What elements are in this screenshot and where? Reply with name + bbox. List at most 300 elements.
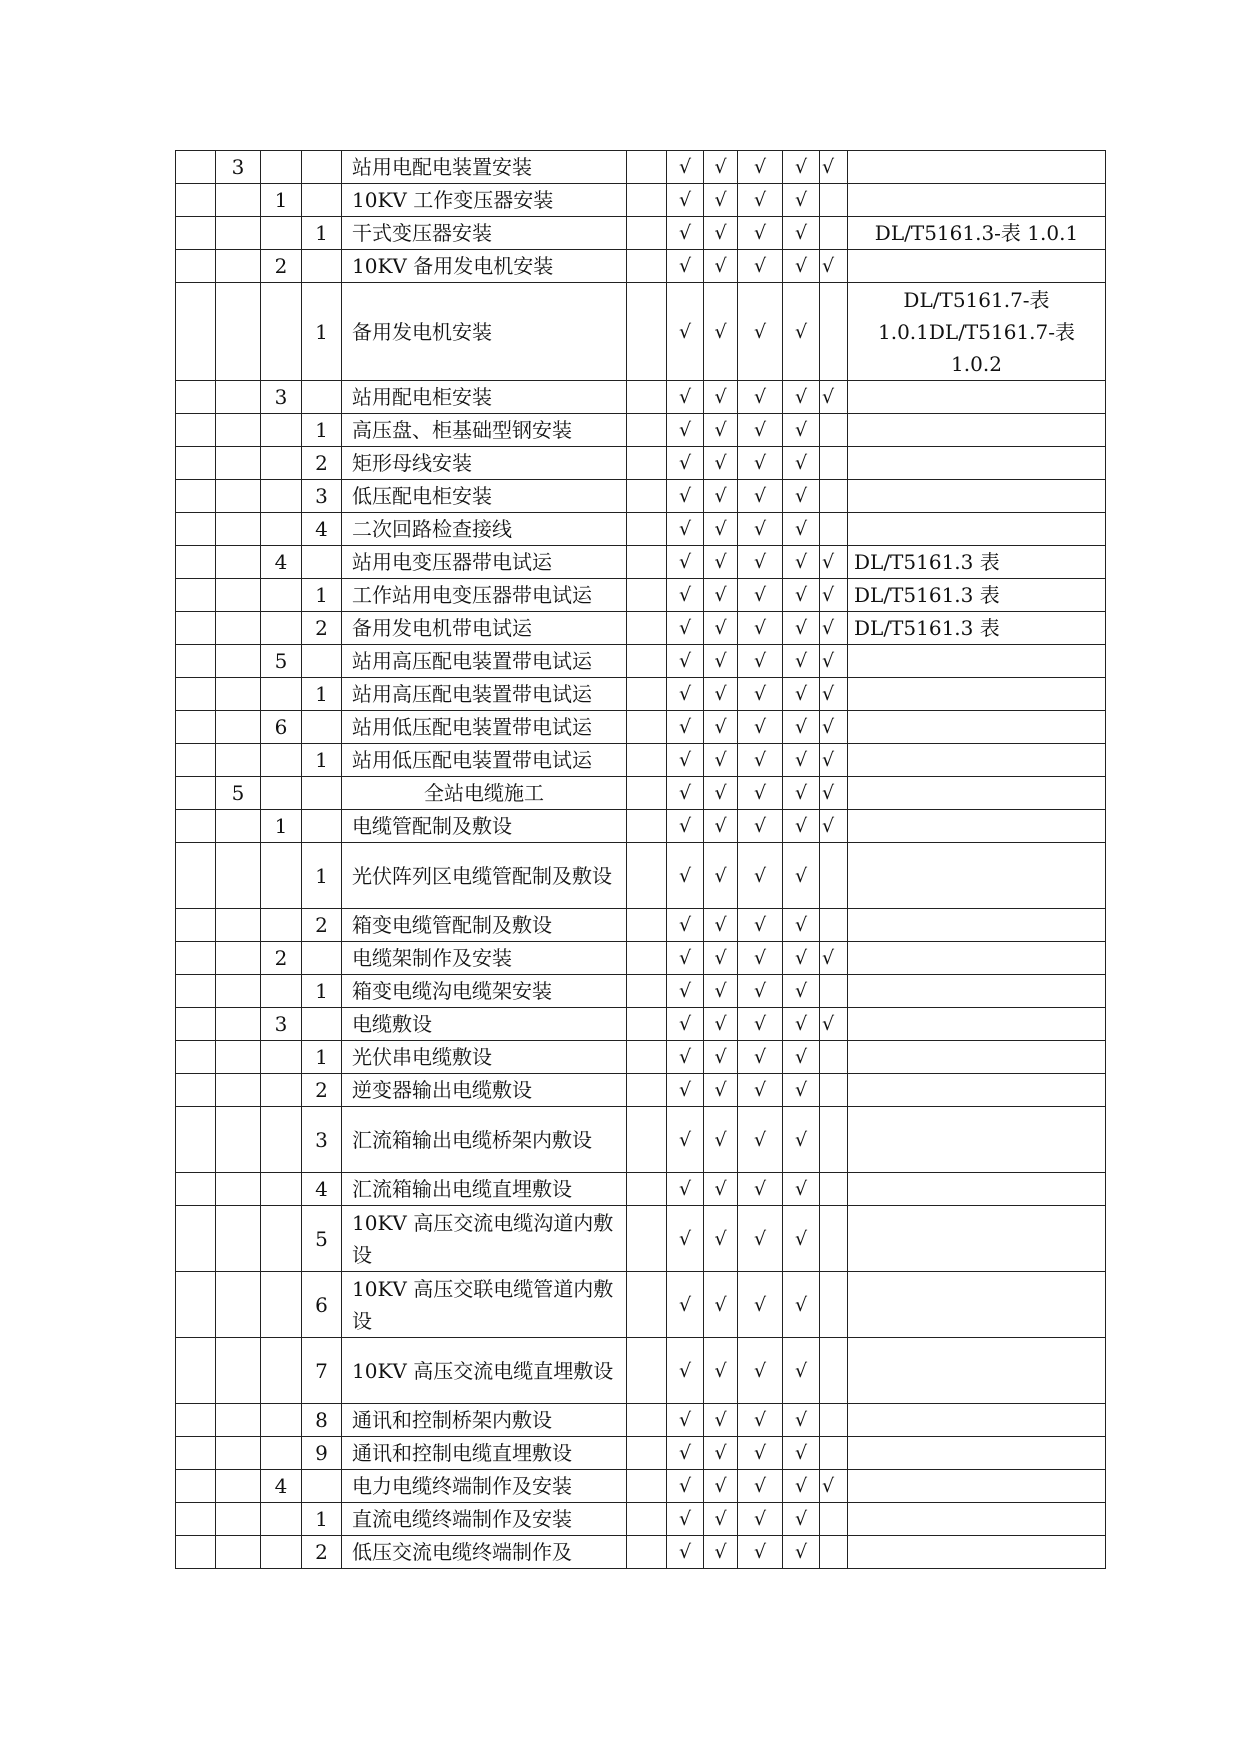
blank-cell [176, 1074, 216, 1107]
check-mark: √ [667, 1437, 704, 1470]
item-name: 10KV 高压交流电缆沟道内敷设 [342, 1206, 627, 1272]
level3-number [302, 1008, 342, 1041]
check-mark: √ [738, 1470, 783, 1503]
check-mark: √ [667, 942, 704, 975]
check-mark: √ [738, 217, 783, 250]
level2-number: 4 [261, 1470, 302, 1503]
level1-number [216, 1008, 261, 1041]
level2-number [261, 283, 302, 381]
item-name: 电缆架制作及安装 [342, 942, 627, 975]
level2-number: 4 [261, 546, 302, 579]
blank-cell [176, 250, 216, 283]
blank-cell [176, 1107, 216, 1173]
table-row [176, 579, 1106, 612]
check-mark: √ [667, 909, 704, 942]
level2-number [261, 975, 302, 1008]
check-mark: √ [738, 1503, 783, 1536]
item-name: 通讯和控制桥架内敷设 [342, 1404, 627, 1437]
check-mark: √ [738, 942, 783, 975]
check-mark: √ [667, 1404, 704, 1437]
level2-number: 6 [261, 711, 302, 744]
blank-cell [627, 1470, 667, 1503]
check-mark: √ [783, 678, 820, 711]
blank-cell [176, 645, 216, 678]
check-mark: √ [704, 1272, 738, 1338]
level1-number [216, 1437, 261, 1470]
check-mark: √ [667, 711, 704, 744]
check-mark [820, 480, 848, 513]
check-mark: √ [667, 447, 704, 480]
check-mark: √ [738, 711, 783, 744]
check-mark: √ [783, 151, 820, 184]
check-mark [820, 1173, 848, 1206]
level1-number [216, 711, 261, 744]
level2-number: 5 [261, 645, 302, 678]
level1-number [216, 283, 261, 381]
check-mark: √ [783, 612, 820, 645]
blank-cell [176, 1272, 216, 1338]
blank-cell [627, 1107, 667, 1173]
blank-cell [627, 184, 667, 217]
check-mark: √ [667, 184, 704, 217]
level1-number [216, 381, 261, 414]
level2-number [261, 1206, 302, 1272]
check-mark: √ [738, 909, 783, 942]
level1-number [216, 1338, 261, 1404]
check-mark: √ [667, 546, 704, 579]
table-row [176, 678, 1106, 711]
item-name: 10KV 高压交流电缆直埋敷设 [342, 1338, 627, 1404]
item-name: 通讯和控制电缆直埋敷设 [342, 1437, 627, 1470]
item-name: 站用电配电装置安装 [342, 151, 627, 184]
blank-cell [176, 678, 216, 711]
level3-number: 1 [302, 975, 342, 1008]
level2-number [261, 1272, 302, 1338]
level1-number [216, 1404, 261, 1437]
level1-number [216, 1470, 261, 1503]
check-mark [820, 1074, 848, 1107]
check-mark: √ [738, 151, 783, 184]
check-mark: √ [667, 777, 704, 810]
blank-cell [627, 810, 667, 843]
check-mark: √ [738, 1008, 783, 1041]
reference-standard [848, 184, 1106, 217]
item-name: 电缆管配制及敷设 [342, 810, 627, 843]
check-mark: √ [704, 250, 738, 283]
check-mark [820, 1272, 848, 1338]
level3-number: 9 [302, 1437, 342, 1470]
reference-standard [848, 678, 1106, 711]
level1-number [216, 942, 261, 975]
check-mark: √ [667, 414, 704, 447]
check-mark: √ [738, 414, 783, 447]
item-name: 二次回路检查接线 [342, 513, 627, 546]
level1-number [216, 645, 261, 678]
check-mark: √ [738, 1041, 783, 1074]
check-mark: √ [704, 513, 738, 546]
check-mark: √ [704, 1437, 738, 1470]
blank-cell [627, 414, 667, 447]
check-mark [820, 1404, 848, 1437]
check-mark: √ [667, 283, 704, 381]
level2-number: 3 [261, 1008, 302, 1041]
check-mark [820, 975, 848, 1008]
blank-cell [176, 1404, 216, 1437]
level2-number: 2 [261, 942, 302, 975]
check-mark: √ [704, 546, 738, 579]
level2-number [261, 678, 302, 711]
level2-number [261, 1107, 302, 1173]
blank-cell [176, 447, 216, 480]
level1-number [216, 1041, 261, 1074]
blank-cell [176, 546, 216, 579]
check-mark: √ [783, 1041, 820, 1074]
check-mark: √ [783, 546, 820, 579]
level3-number: 4 [302, 1173, 342, 1206]
blank-cell [627, 283, 667, 381]
check-mark: √ [704, 1404, 738, 1437]
blank-cell [627, 447, 667, 480]
item-name: 电缆敷设 [342, 1008, 627, 1041]
reference-standard [848, 744, 1106, 777]
reference-standard [848, 381, 1106, 414]
table-row [176, 810, 1106, 843]
blank-cell [176, 217, 216, 250]
check-mark: √ [783, 942, 820, 975]
check-mark: √ [738, 1173, 783, 1206]
level3-number: 2 [302, 909, 342, 942]
level1-number [216, 909, 261, 942]
level1-number [216, 513, 261, 546]
item-name: 站用低压配电装置带电试运 [342, 711, 627, 744]
check-mark: √ [783, 975, 820, 1008]
reference-standard [848, 1008, 1106, 1041]
reference-standard [848, 1272, 1106, 1338]
table-row [176, 1173, 1106, 1206]
blank-cell [627, 1437, 667, 1470]
reference-standard [848, 1206, 1106, 1272]
level3-number [302, 645, 342, 678]
level2-number [261, 414, 302, 447]
reference-standard [848, 1437, 1106, 1470]
blank-cell [627, 546, 667, 579]
level1-number [216, 1173, 261, 1206]
level3-number: 7 [302, 1338, 342, 1404]
reference-standard [848, 1536, 1106, 1569]
check-mark: √ [667, 678, 704, 711]
check-mark: √ [783, 1437, 820, 1470]
check-mark: √ [820, 579, 848, 612]
check-mark: √ [783, 711, 820, 744]
reference-standard: DL/T5161.7-表 1.0.1DL/T5161.7-表 1.0.2 [848, 283, 1106, 381]
check-mark: √ [738, 513, 783, 546]
check-mark: √ [820, 810, 848, 843]
reference-standard [848, 909, 1106, 942]
reference-standard [848, 942, 1106, 975]
blank-cell [627, 1536, 667, 1569]
table-row [176, 1470, 1106, 1503]
blank-cell [176, 1008, 216, 1041]
check-mark [820, 843, 848, 909]
check-mark: √ [704, 810, 738, 843]
check-mark: √ [738, 480, 783, 513]
level3-number: 2 [302, 1074, 342, 1107]
reference-standard [848, 1503, 1106, 1536]
level3-number: 5 [302, 1206, 342, 1272]
check-mark [820, 1206, 848, 1272]
item-name: 汇流箱输出电缆直埋敷设 [342, 1173, 627, 1206]
level1-number [216, 447, 261, 480]
table-row [176, 283, 1106, 381]
check-mark: √ [667, 1536, 704, 1569]
check-mark: √ [783, 777, 820, 810]
item-name: 光伏阵列区电缆管配制及敷设 [342, 843, 627, 909]
level2-number [261, 612, 302, 645]
item-name: 高压盘、柜基础型钢安装 [342, 414, 627, 447]
table-row [176, 250, 1106, 283]
blank-cell [176, 184, 216, 217]
check-mark: √ [738, 1206, 783, 1272]
check-mark: √ [704, 711, 738, 744]
level2-number: 1 [261, 810, 302, 843]
reference-standard [848, 414, 1106, 447]
check-mark: √ [704, 184, 738, 217]
check-mark: √ [667, 975, 704, 1008]
blank-cell [627, 1206, 667, 1272]
check-mark: √ [783, 283, 820, 381]
level2-number [261, 777, 302, 810]
check-mark: √ [667, 1041, 704, 1074]
level1-number [216, 1503, 261, 1536]
check-mark: √ [783, 414, 820, 447]
item-name: 站用电变压器带电试运 [342, 546, 627, 579]
level2-number [261, 579, 302, 612]
check-mark: √ [738, 843, 783, 909]
blank-cell [627, 975, 667, 1008]
table-row [176, 1272, 1106, 1338]
blank-cell [627, 1074, 667, 1107]
table-row [176, 381, 1106, 414]
check-mark [820, 909, 848, 942]
check-mark: √ [820, 151, 848, 184]
check-mark: √ [704, 447, 738, 480]
item-name: 备用发电机带电试运 [342, 612, 627, 645]
level3-number [302, 250, 342, 283]
blank-cell [627, 678, 667, 711]
blank-cell [176, 1503, 216, 1536]
level1-number [216, 414, 261, 447]
level1-number [216, 480, 261, 513]
check-mark: √ [667, 381, 704, 414]
check-mark: √ [783, 645, 820, 678]
level2-number [261, 1404, 302, 1437]
check-mark: √ [704, 645, 738, 678]
check-mark: √ [783, 1008, 820, 1041]
level3-number: 1 [302, 283, 342, 381]
check-mark: √ [783, 810, 820, 843]
level1-number [216, 1074, 261, 1107]
blank-cell [176, 480, 216, 513]
level2-number [261, 1041, 302, 1074]
item-name: 箱变电缆管配制及敷设 [342, 909, 627, 942]
check-mark: √ [704, 909, 738, 942]
reference-standard: DL/T5161.3-表 1.0.1 [848, 217, 1106, 250]
blank-cell [176, 381, 216, 414]
check-mark: √ [667, 480, 704, 513]
blank-cell [627, 711, 667, 744]
check-mark: √ [738, 975, 783, 1008]
level3-number [302, 184, 342, 217]
check-mark: √ [738, 810, 783, 843]
reference-standard [848, 447, 1106, 480]
table-row [176, 480, 1106, 513]
blank-cell [627, 480, 667, 513]
level2-number [261, 217, 302, 250]
level3-number: 2 [302, 1536, 342, 1569]
check-mark: √ [738, 1107, 783, 1173]
blank-cell [627, 1272, 667, 1338]
check-mark: √ [667, 1173, 704, 1206]
level3-number: 1 [302, 1041, 342, 1074]
level3-number: 3 [302, 480, 342, 513]
level1-number [216, 843, 261, 909]
check-mark: √ [704, 1503, 738, 1536]
table-row [176, 909, 1106, 942]
check-mark: √ [738, 678, 783, 711]
reference-standard [848, 151, 1106, 184]
blank-cell [627, 909, 667, 942]
table-row [176, 1404, 1106, 1437]
blank-cell [176, 1338, 216, 1404]
blank-cell [176, 1536, 216, 1569]
table-row [176, 414, 1106, 447]
level2-number [261, 1536, 302, 1569]
blank-cell [627, 1503, 667, 1536]
check-mark: √ [667, 810, 704, 843]
level3-number [302, 546, 342, 579]
check-mark: √ [783, 1536, 820, 1569]
blank-cell [627, 513, 667, 546]
blank-cell [627, 381, 667, 414]
level1-number [216, 1107, 261, 1173]
check-mark: √ [704, 151, 738, 184]
reference-standard [848, 1074, 1106, 1107]
level1-number: 3 [216, 151, 261, 184]
check-mark: √ [820, 678, 848, 711]
check-mark: √ [704, 843, 738, 909]
check-mark [820, 414, 848, 447]
item-name: 站用高压配电装置带电试运 [342, 645, 627, 678]
blank-cell [627, 151, 667, 184]
check-mark: √ [783, 447, 820, 480]
blank-cell [627, 579, 667, 612]
item-name: 干式变压器安装 [342, 217, 627, 250]
check-mark: √ [667, 217, 704, 250]
check-mark: √ [738, 546, 783, 579]
blank-cell [627, 217, 667, 250]
reference-standard: DL/T5161.3 表 [848, 612, 1106, 645]
level2-number [261, 909, 302, 942]
check-mark: √ [667, 1470, 704, 1503]
check-mark: √ [783, 1173, 820, 1206]
reference-standard [848, 645, 1106, 678]
blank-cell [176, 942, 216, 975]
check-mark: √ [667, 250, 704, 283]
blank-cell [176, 283, 216, 381]
reference-standard [848, 250, 1106, 283]
check-mark: √ [783, 843, 820, 909]
blank-cell [627, 612, 667, 645]
check-mark: √ [738, 579, 783, 612]
level3-number [302, 810, 342, 843]
blank-cell [627, 250, 667, 283]
check-mark [820, 184, 848, 217]
blank-cell [176, 711, 216, 744]
check-mark: √ [667, 579, 704, 612]
check-mark: √ [820, 744, 848, 777]
check-mark: √ [820, 711, 848, 744]
level2-number [261, 744, 302, 777]
table-row [176, 645, 1106, 678]
item-name: 10KV 高压交联电缆管道内敷设 [342, 1272, 627, 1338]
level1-number [216, 546, 261, 579]
check-mark: √ [783, 250, 820, 283]
check-mark: √ [704, 1536, 738, 1569]
level2-number: 2 [261, 250, 302, 283]
item-name: 光伏串电缆敷设 [342, 1041, 627, 1074]
table-row [176, 1107, 1106, 1173]
table-row [176, 777, 1106, 810]
level3-number: 1 [302, 217, 342, 250]
item-name: 全站电缆施工 [342, 777, 627, 810]
reference-standard [848, 480, 1106, 513]
check-mark: √ [704, 1041, 738, 1074]
item-name: 汇流箱输出电缆桥架内敷设 [342, 1107, 627, 1173]
item-name: 箱变电缆沟电缆架安装 [342, 975, 627, 1008]
level3-number: 3 [302, 1107, 342, 1173]
check-mark: √ [738, 645, 783, 678]
check-mark [820, 1041, 848, 1074]
reference-standard: DL/T5161.3 表 [848, 579, 1106, 612]
check-mark: √ [783, 1074, 820, 1107]
reference-standard [848, 810, 1106, 843]
check-mark: √ [738, 1536, 783, 1569]
check-mark: √ [704, 612, 738, 645]
check-mark: √ [667, 1206, 704, 1272]
check-mark: √ [704, 579, 738, 612]
check-mark: √ [820, 1008, 848, 1041]
table-row [176, 711, 1106, 744]
check-mark: √ [783, 579, 820, 612]
table-row [176, 1437, 1106, 1470]
blank-cell [176, 843, 216, 909]
blank-cell [176, 1173, 216, 1206]
level3-number [302, 777, 342, 810]
blank-cell [176, 1470, 216, 1503]
item-name: 逆变器输出电缆敷设 [342, 1074, 627, 1107]
check-mark: √ [783, 217, 820, 250]
item-name: 站用配电柜安装 [342, 381, 627, 414]
reference-standard [848, 777, 1106, 810]
level3-number: 1 [302, 579, 342, 612]
level1-number [216, 1536, 261, 1569]
check-mark: √ [783, 744, 820, 777]
level3-number [302, 381, 342, 414]
check-mark: √ [820, 1470, 848, 1503]
item-name: 矩形母线安装 [342, 447, 627, 480]
level1-number [216, 184, 261, 217]
level3-number [302, 711, 342, 744]
